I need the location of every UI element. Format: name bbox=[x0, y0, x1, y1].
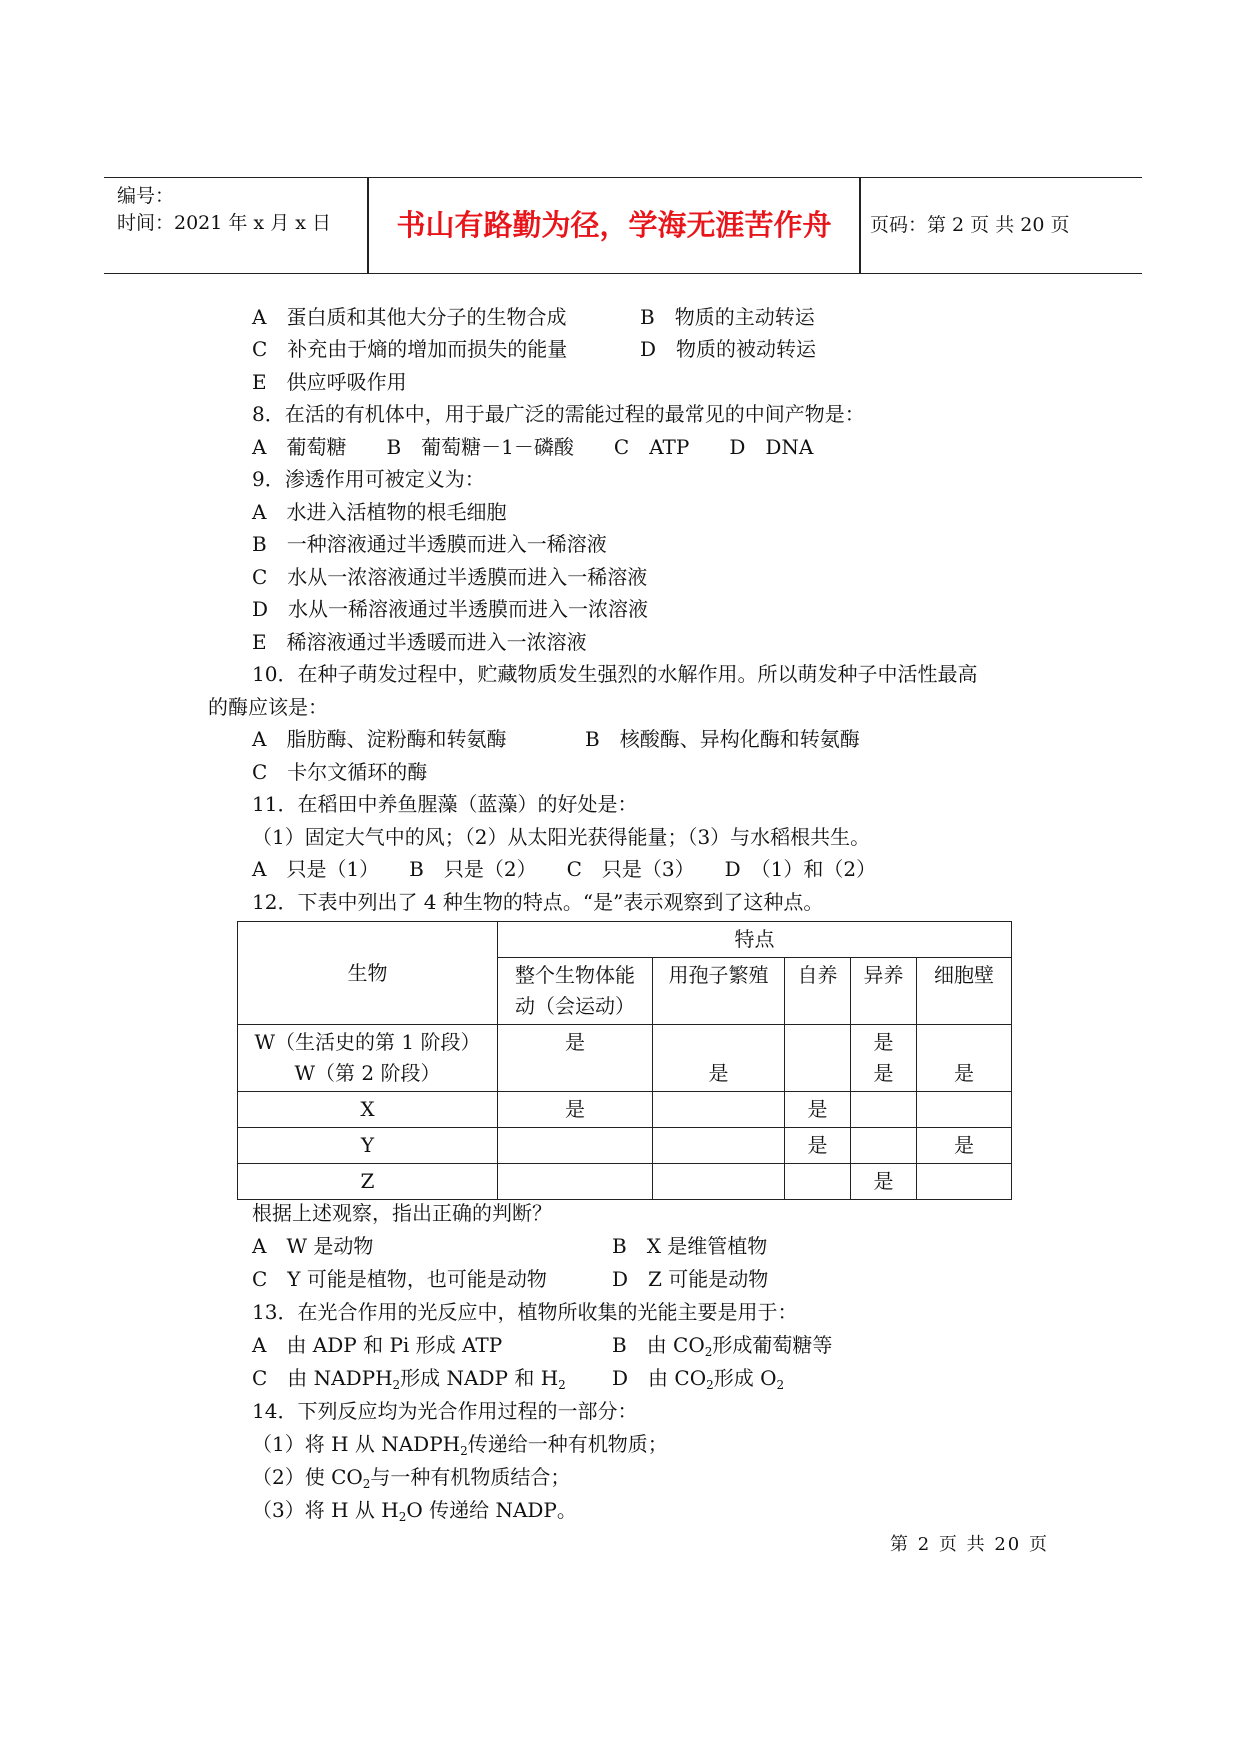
table-cell: 是 bbox=[498, 1092, 653, 1128]
page-header bbox=[104, 177, 1142, 274]
table-cell bbox=[917, 1092, 1012, 1128]
table-cell: 是 bbox=[785, 1092, 851, 1128]
q13-stem: 13．在光合作用的光反应中，植物所收集的光能主要是用于： bbox=[252, 1300, 798, 1324]
q14-reaction-1: （1）将 H 从 $NADPH_2$传递给一种有机物质； bbox=[252, 1432, 668, 1458]
table-cell: 是 bbox=[917, 1128, 1012, 1164]
q12-stem: 12．下表中列出了 4 种生物的特点。“是”表示观察到了这种点。 bbox=[252, 890, 824, 914]
table-cell bbox=[498, 1128, 653, 1164]
q11-stem: 11．在稻田中养鱼腥藻（蓝藻）的好处是： bbox=[252, 792, 638, 816]
q9-option-a: A 水进入活植物的根毛细胞 bbox=[252, 500, 507, 524]
table-cell: 是 bbox=[851, 1164, 917, 1200]
q13-option-d: D 由 $CO_2$形成 $O_2$ bbox=[612, 1366, 785, 1392]
q7-option-c: C 补充由于熵的增加而损失的能量 bbox=[252, 337, 568, 361]
table-cell-organism: X bbox=[238, 1092, 498, 1128]
table-row bbox=[238, 1025, 1012, 1092]
table-cell bbox=[917, 1164, 1012, 1200]
table-header-traits: 特点 bbox=[498, 922, 1012, 958]
q14-reaction-2: （2）使 $CO_2$与一种有机物质结合； bbox=[252, 1465, 571, 1491]
table-cell bbox=[851, 1128, 917, 1164]
q7-option-a: A 蛋白质和其他大分子的生物合成 bbox=[252, 305, 567, 329]
q12-prompt: 根据上述观察，指出正确的判断？ bbox=[252, 1201, 552, 1225]
q10-stem-continued: 的酶应该是： bbox=[208, 695, 328, 719]
q13-option-b: B 由 $CO_2$形成葡萄糖等 bbox=[612, 1333, 833, 1359]
table-cell bbox=[653, 1128, 785, 1164]
header-number-label: 编号： bbox=[117, 185, 175, 207]
table-header-mobile: 整个生物体能 动（会运动） bbox=[498, 958, 653, 1025]
q14-reaction-3: （3）将 H 从 $H_2O$ 传递给 NADP。 bbox=[252, 1498, 577, 1524]
header-page-label: 页码：第 2 页 共 20 页 bbox=[870, 214, 1070, 236]
table-cell bbox=[785, 1025, 851, 1092]
q11-statements: （1）固定大气中的风；（2）从太阳光获得能量；（3）与水稻根共生。 bbox=[252, 825, 871, 849]
table-cell-organism: Z bbox=[238, 1164, 498, 1200]
q9-option-e: E 稀溶液通过半透暖而进入一浓溶液 bbox=[252, 630, 587, 654]
q12-option-a: A W 是动物 bbox=[252, 1234, 374, 1258]
q8-stem: 8．在活的有机体中，用于最广泛的需能过程的最常见的中间产物是： bbox=[252, 402, 865, 426]
table-header-cell-wall: 细胞壁 bbox=[917, 958, 1012, 1025]
table-cell-organism: W（生活史的第 1 阶段） W（第 2 阶段） bbox=[238, 1025, 498, 1092]
q10-option-c: C 卡尔文循环的酶 bbox=[252, 760, 428, 784]
traits-table bbox=[237, 921, 1012, 1200]
table-cell: 是 bbox=[917, 1025, 1012, 1092]
table-cell: 是 bbox=[785, 1128, 851, 1164]
table-row bbox=[238, 1164, 1012, 1200]
table-cell: 是 bbox=[653, 1025, 785, 1092]
q10-option-b: B 核酸酶、异构化酶和转氨酶 bbox=[585, 727, 860, 751]
table-header-organism: 生物 bbox=[238, 922, 498, 1025]
page-footer: 第 2 页 共 20 页 bbox=[890, 1534, 1049, 1555]
table-header-spores: 用孢子繁殖 bbox=[653, 958, 785, 1025]
header-meta bbox=[117, 183, 367, 237]
table-header-autotroph: 自养 bbox=[785, 958, 851, 1025]
q11-options: A 只是（1） B 只是（2） C 只是（3） D （1）和（2） bbox=[252, 857, 877, 881]
q12-option-c: C Y 可能是植物，也可能是动物 bbox=[252, 1267, 547, 1291]
q12-option-b: B X 是维管植物 bbox=[612, 1234, 768, 1258]
q12-option-d: D Z 可能是动物 bbox=[612, 1267, 769, 1291]
q9-option-d: D 水从一稀溶液通过半透膜而进入一浓溶液 bbox=[252, 597, 649, 621]
q9-stem: 9．渗透作用可被定义为： bbox=[252, 467, 485, 491]
table-cell bbox=[653, 1092, 785, 1128]
table-row bbox=[238, 1128, 1012, 1164]
table-cell: 是 是 bbox=[851, 1025, 917, 1092]
table-cell: 是 bbox=[498, 1025, 653, 1092]
table-header-heterotroph: 异养 bbox=[851, 958, 917, 1025]
header-time-label: 时间：2021 年 x 月 x 日 bbox=[117, 212, 331, 234]
q10-option-a: A 脂肪酶、淀粉酶和转氨酶 bbox=[252, 727, 507, 751]
table-cell-organism: Y bbox=[238, 1128, 498, 1164]
q8-options: A 葡萄糖 B 葡萄糖－1－磷酸 C ATP D DNA bbox=[252, 435, 814, 459]
q13-option-c: C 由 $NADPH_2$形成 NADP 和 $H_2$ bbox=[252, 1366, 566, 1392]
q7-option-b: B 物质的主动转运 bbox=[640, 305, 815, 329]
q7-option-d: D 物质的被动转运 bbox=[640, 337, 817, 361]
q14-stem: 14．下列反应均为光合作用过程的一部分： bbox=[252, 1399, 638, 1423]
q7-option-e: E 供应呼吸作用 bbox=[252, 370, 407, 394]
header-divider bbox=[367, 178, 369, 273]
q9-option-b: B 一种溶液通过半透膜而进入一稀溶液 bbox=[252, 532, 607, 556]
table-cell bbox=[498, 1164, 653, 1200]
header-motto: 书山有路勤为径，学海无涯苦作舟 bbox=[396, 208, 832, 242]
q10-stem: 10．在种子萌发过程中，贮藏物质发生强烈的水解作用。所以萌发种子中活性最高 bbox=[252, 662, 978, 686]
table-cell bbox=[851, 1092, 917, 1128]
table-cell bbox=[653, 1164, 785, 1200]
q9-option-c: C 水从一浓溶液通过半透膜而进入一稀溶液 bbox=[252, 565, 648, 589]
q13-option-a: A 由 ADP 和 Pi 形成 ATP bbox=[252, 1333, 503, 1357]
table-row bbox=[238, 1092, 1012, 1128]
header-divider bbox=[859, 178, 861, 273]
table-cell bbox=[785, 1164, 851, 1200]
